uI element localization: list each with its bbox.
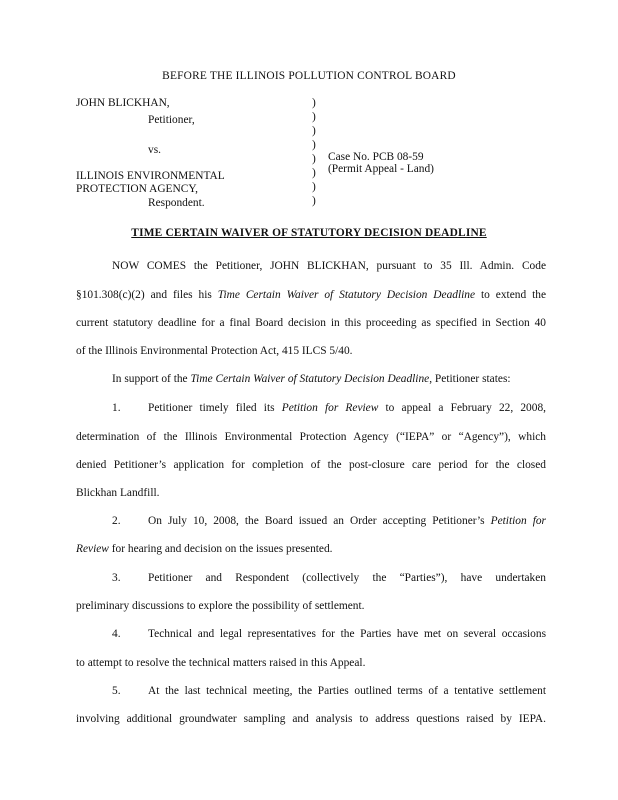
document-title: TIME CERTAIN WAIVER OF STATUTORY DECISION DEADLINE — [131, 227, 487, 239]
para-4-number: 4. — [112, 628, 121, 640]
intro-line-3: current statutory deadline for a final Board decision in this proceeding as specified in Section 40 — [76, 317, 546, 329]
intro-line-4: of the Illinois Environmental Protection Act, 415 ILCS 5/40. — [76, 345, 353, 357]
para-4-line-2: to attempt to resolve the technical matters raised in this Appeal. — [76, 657, 366, 669]
para-4-line-1: Technical and legal representatives for the Parties have met on several occasions — [148, 628, 546, 640]
para-2-line-1: On July 10, 2008, the Board issued an Order accepting Petitioner’s Petition for — [148, 515, 546, 527]
caption-paren: ) — [312, 125, 316, 137]
para-1-line-2: determination of the Illinois Environmental Protection Agency (“IEPA” or “Agency”), which — [76, 431, 546, 443]
petitioner-name: JOHN BLICKHAN, — [76, 97, 170, 109]
versus-label: vs. — [148, 144, 161, 156]
case-type: (Permit Appeal - Land) — [328, 163, 434, 175]
respondent-name-line2: PROTECTION AGENCY, — [76, 183, 198, 195]
para-2-number: 2. — [112, 515, 121, 527]
support-line: In support of the Time Certain Waiver of Statutory Decision Deadline, Petitioner states: — [112, 373, 511, 385]
respondent-name-line1: ILLINOIS ENVIRONMENTAL — [76, 170, 225, 182]
para-5-line-2: involving additional groundwater sampling and analysis to address questions raised by IEPA. — [76, 713, 546, 725]
intro-line-1: NOW COMES the Petitioner, JOHN BLICKHAN, pursuant to 35 Ill. Admin. Code — [112, 260, 546, 272]
caption-paren: ) — [312, 181, 316, 193]
court-heading: BEFORE THE ILLINOIS POLLUTION CONTROL BOARD — [162, 70, 456, 82]
para-3-number: 3. — [112, 572, 121, 584]
case-number: Case No. PCB 08-59 — [328, 151, 424, 163]
para-3-line-2: preliminary discussions to explore the possibility of settlement. — [76, 600, 365, 612]
caption-paren: ) — [312, 167, 316, 179]
intro-line-2: §101.308(c)(2) and files his Time Certain Waiver of Statutory Decision Deadline to extend the — [76, 289, 546, 301]
para-1-line-1: Petitioner timely filed its Petition for Review to appeal a February 22, 2008, — [148, 402, 546, 414]
caption-paren: ) — [312, 111, 316, 123]
para-5-line-1: At the last technical meeting, the Parties outlined terms of a tentative settlement — [148, 685, 546, 697]
para-3-line-1: Petitioner and Respondent (collectively the “Parties”), have undertaken — [148, 572, 546, 584]
caption-paren: ) — [312, 97, 316, 109]
respondent-role: Respondent. — [148, 197, 205, 209]
para-2-line-2: Review for hearing and decision on the issues presented. — [76, 543, 333, 555]
para-1-number: 1. — [112, 402, 121, 414]
caption-paren: ) — [312, 153, 316, 165]
para-1-line-4: Blickhan Landfill. — [76, 487, 160, 499]
para-5-number: 5. — [112, 685, 121, 697]
caption-paren: ) — [312, 139, 316, 151]
para-1-line-3: denied Petitioner’s application for completion of the post-closure care period for the closed — [76, 459, 546, 471]
caption-paren: ) — [312, 195, 316, 207]
petitioner-role: Petitioner, — [148, 114, 195, 126]
